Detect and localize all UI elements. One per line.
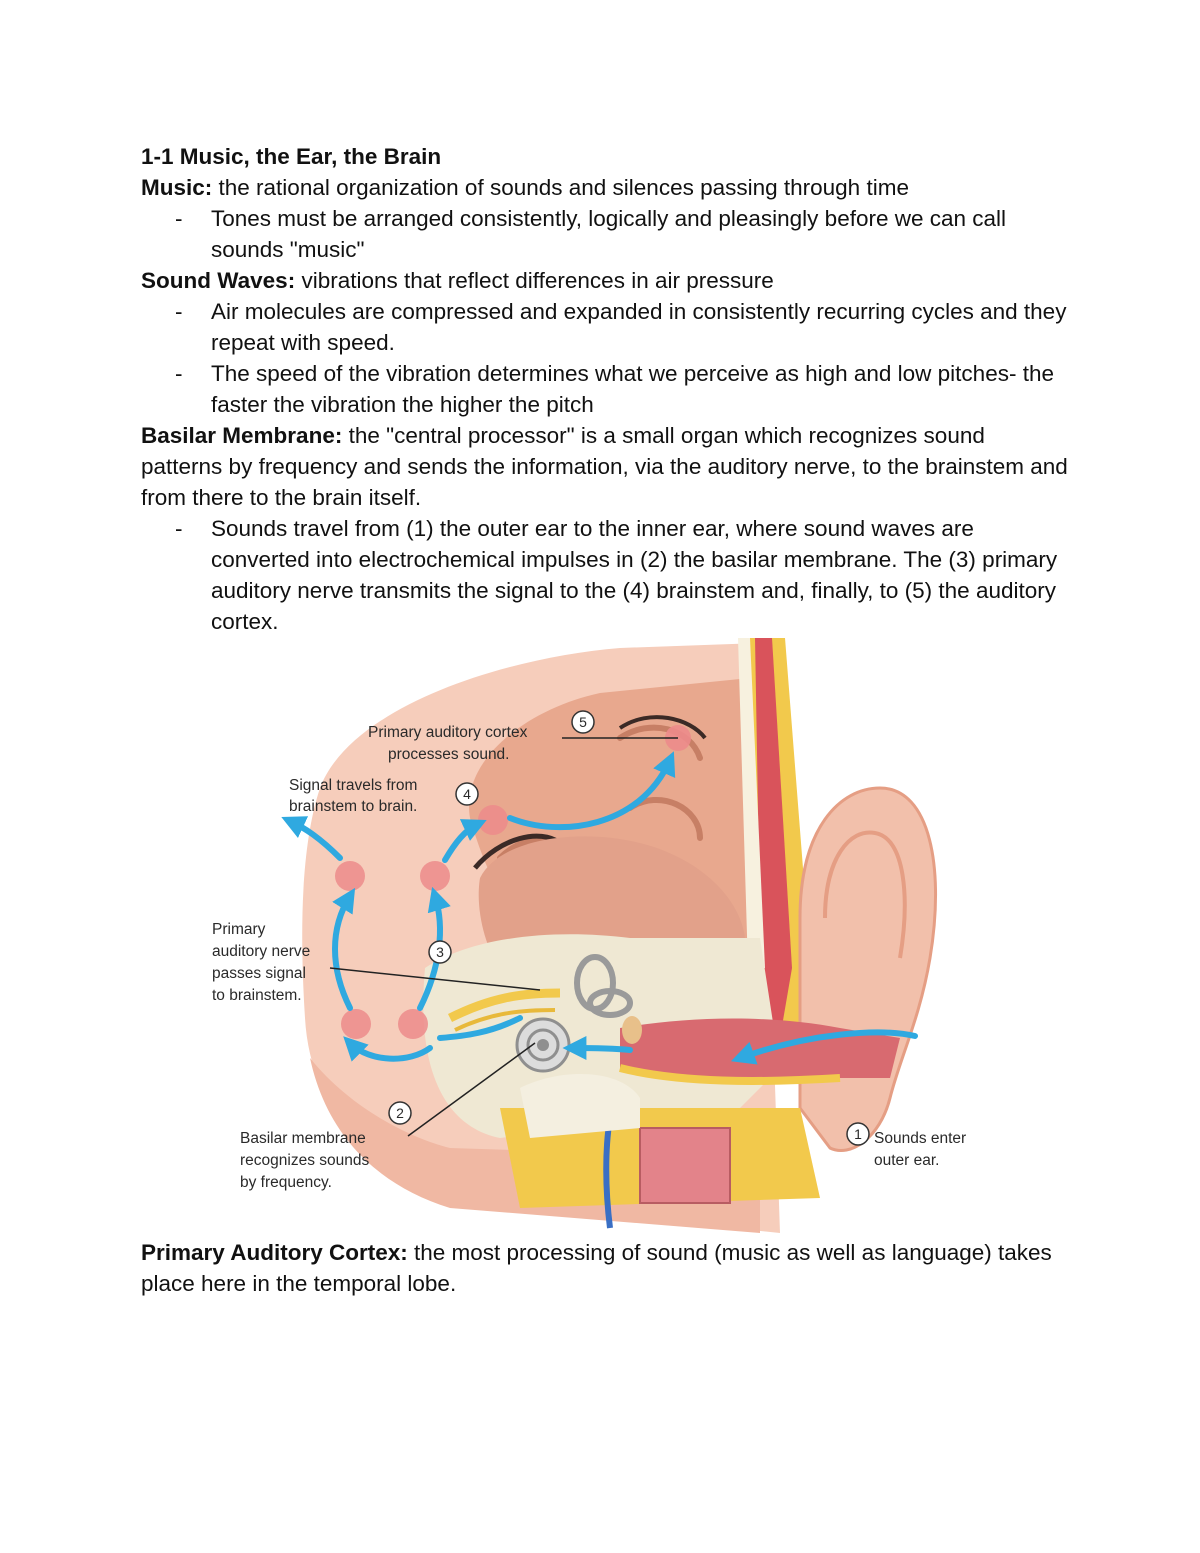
label-cortex-line1: Primary auditory cortex [368, 724, 528, 741]
term-music: Music: [141, 175, 213, 200]
label-basilar-line1: Basilar membrane [240, 1130, 366, 1147]
dash-bullet: - [175, 206, 183, 231]
term-sound-waves: Sound Waves: [141, 268, 296, 293]
term-basilar-membrane: Basilar Membrane: [141, 423, 343, 448]
label-nerve-line2: auditory nerve [212, 943, 311, 960]
music-definition [141, 172, 1071, 203]
signal-node [335, 861, 365, 891]
label-brainstem-line2: brainstem to brain. [289, 798, 418, 815]
step-4-number: 4 [463, 786, 471, 802]
label-nerve-line1: Primary [212, 921, 266, 938]
label-brainstem-line1: Signal travels from [289, 777, 418, 794]
basilar-definition-text: the "central processor" is a small organ which recognizes sound patterns by frequency and sends the information, via the auditory nerve, to the brainstem and from there to the brain itself. [141, 423, 1068, 510]
ear-brain-diagram [200, 638, 1000, 1233]
list-item [141, 358, 1071, 420]
dash-bullet: - [175, 516, 183, 541]
arrow-to-cochlea [572, 1048, 630, 1050]
muscle-block [640, 1128, 730, 1203]
dash-bullet: - [175, 299, 183, 324]
music-definition-text: the rational organization of sounds and silences passing through time [212, 175, 909, 200]
label-basilar-line3: by frequency. [240, 1174, 332, 1191]
sound-waves-definition [141, 265, 1071, 296]
basilar-definition [141, 420, 1071, 513]
step-1-number: 1 [854, 1126, 862, 1142]
bullet-text: Sounds travel from (1) the outer ear to the inner ear, where sound waves are converted into electrochemical impulses in (2) the basilar membrane. The (3) primary auditory nerve transmits the signal to the (4) brainstem and, finally, to (5) the auditory cortex. [211, 516, 1058, 634]
notes-body [141, 141, 1071, 637]
step-2-number: 2 [396, 1105, 404, 1121]
bullet-text: Tones must be arranged consistently, logically and pleasingly before we can call sounds "music" [211, 206, 1007, 262]
label-outer-ear-line2: outer ear. [874, 1152, 940, 1169]
cortex-section [141, 1237, 1071, 1299]
bullet-text: Air molecules are compressed and expanded in consistently recurring cycles and they repeat with speed. [211, 299, 1067, 355]
label-outer-ear-line1: Sounds enter [874, 1130, 967, 1147]
ossicles [622, 1016, 642, 1044]
page-title: 1-1 Music, the Ear, the Brain [141, 144, 442, 169]
bone-lower-white [520, 1074, 640, 1138]
step-5-number: 5 [579, 714, 587, 730]
dash-bullet: - [175, 361, 183, 386]
sound-waves-definition-text: vibrations that reflect differences in air pressure [295, 268, 774, 293]
cochlea-core [537, 1039, 549, 1051]
step-3-number: 3 [436, 944, 444, 960]
label-nerve-line3: passes signal [212, 965, 306, 982]
label-cortex-line2: processes sound. [388, 746, 510, 763]
signal-node [420, 861, 450, 891]
label-nerve-line4: to brainstem. [212, 987, 302, 1004]
signal-node [398, 1009, 428, 1039]
list-item [141, 203, 1071, 265]
bullet-text: The speed of the vibration determines what we perceive as high and low pitches- the faster the vibration the higher the pitch [211, 361, 1054, 417]
label-basilar-line2: recognizes sounds [240, 1152, 370, 1169]
term-primary-auditory-cortex: Primary Auditory Cortex: [141, 1240, 408, 1265]
list-item [141, 513, 1071, 637]
signal-node [341, 1009, 371, 1039]
list-item [141, 296, 1071, 358]
signal-node [478, 805, 508, 835]
cortex-definition-text: the most processing of sound (music as well as language) takes place here in the temporal lobe. [141, 1240, 1052, 1296]
cortex-definition [141, 1237, 1071, 1299]
auricle [800, 788, 936, 1151]
